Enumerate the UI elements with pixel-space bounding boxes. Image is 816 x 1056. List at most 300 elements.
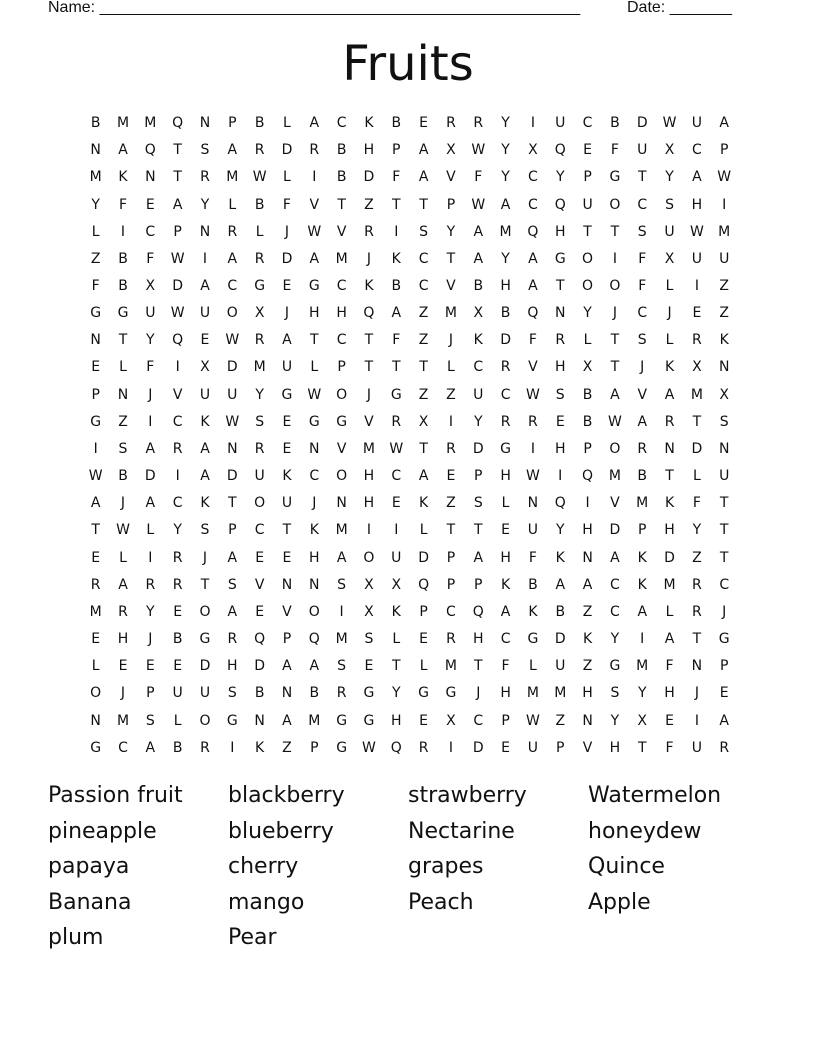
grid-letter: Z <box>692 549 702 566</box>
grid-letter: I <box>394 522 399 539</box>
grid-letter: A <box>90 495 101 512</box>
word-list-item: Apple <box>588 889 651 915</box>
grid-letter: B <box>582 386 593 403</box>
word-list-item: Passion fruit <box>48 783 183 808</box>
grid-letter: K <box>555 549 565 566</box>
grid-row <box>82 300 738 327</box>
grid-row <box>82 354 738 381</box>
word-list-item: papaya <box>48 854 130 880</box>
date-field-label: Date: _______ <box>627 0 732 16</box>
grid-letter: A <box>500 603 511 620</box>
grid-letter: K <box>391 250 401 267</box>
grid-letter: K <box>637 549 647 566</box>
grid-letter: P <box>583 440 592 457</box>
grid-letter: E <box>91 631 101 648</box>
grid-letter: H <box>500 468 511 485</box>
grid-letter: Y <box>555 169 565 186</box>
grid-letter: K <box>309 522 319 539</box>
grid-letter: D <box>636 115 648 132</box>
grid-letter: C <box>172 495 183 512</box>
word-list-item: Nectarine <box>408 818 515 844</box>
grid-letter: G <box>308 278 320 295</box>
grid-letter: M <box>335 631 348 648</box>
grid-letter: X <box>664 250 675 267</box>
grid-letter: J <box>366 250 372 267</box>
grid-letter: C <box>254 522 265 539</box>
grid-letter: T <box>173 142 182 159</box>
grid-letter: P <box>446 196 456 213</box>
grid-letter: O <box>226 305 238 322</box>
grid-letter: I <box>612 250 617 267</box>
grid-letter: T <box>310 332 319 349</box>
grid-letter: A <box>282 332 292 349</box>
grid-letter: R <box>719 739 730 756</box>
grid-letter: R <box>664 413 675 430</box>
grid-letter: U <box>582 196 593 213</box>
name-field-label: Name: ______________________________________________________ <box>48 0 581 16</box>
grid-letter: Q <box>554 495 566 512</box>
grid-letter: E <box>501 522 511 539</box>
grid-letter: Q <box>527 305 539 322</box>
grid-letter: F <box>91 278 100 295</box>
grid-letter: M <box>718 223 731 240</box>
grid-letter: Y <box>501 142 510 159</box>
word-list-item: Peach <box>408 889 474 915</box>
grid-letter: A <box>391 305 402 322</box>
grid-letter: U <box>254 468 265 485</box>
grid-letter: Z <box>719 278 729 295</box>
grid-letter: K <box>664 495 675 512</box>
grid-letter: A <box>664 386 675 403</box>
grid-letter: Y <box>501 115 510 132</box>
grid-letter: P <box>173 223 182 240</box>
grid-letter: S <box>364 631 374 648</box>
grid-row <box>82 545 738 572</box>
grid-letter: T <box>583 223 592 240</box>
grid-letter: U <box>199 685 211 702</box>
grid-letter: T <box>419 440 428 457</box>
grid-letter: E <box>145 658 155 675</box>
grid-letter: X <box>200 359 210 376</box>
grid-letter: A <box>336 549 347 566</box>
grid-letter: P <box>583 169 592 186</box>
grid-letter: R <box>254 440 265 457</box>
grid-letter: R <box>446 440 456 457</box>
grid-letter: W <box>717 169 732 186</box>
grid-letter: E <box>719 685 729 702</box>
grid-row <box>82 409 738 436</box>
grid-letter: Y <box>610 631 620 648</box>
grid-letter: J <box>312 495 317 512</box>
grid-letter: B <box>172 631 183 648</box>
grid-letter: H <box>554 440 566 457</box>
grid-letter: T <box>446 250 456 267</box>
grid-letter: G <box>390 386 402 403</box>
grid-letter: K <box>664 359 675 376</box>
grid-letter: N <box>336 495 347 512</box>
grid-letter: O <box>609 196 621 213</box>
grid-letter: Y <box>501 169 510 186</box>
grid-row <box>82 327 738 354</box>
grid-letter: G <box>527 631 539 648</box>
grid-letter: U <box>555 658 566 675</box>
grid-letter: W <box>471 142 486 159</box>
grid-letter: P <box>501 712 510 729</box>
grid-letter: E <box>665 712 674 729</box>
grid-letter: N <box>199 115 211 132</box>
grid-letter: P <box>419 603 428 620</box>
grid-letter: G <box>418 685 430 702</box>
grid-letter: O <box>609 278 621 295</box>
grid-letter: F <box>665 658 674 675</box>
grid-letter: P <box>446 576 456 593</box>
grid-letter: N <box>664 440 675 457</box>
grid-letter: R <box>391 413 402 430</box>
grid-letter: C <box>528 169 538 186</box>
grid-letter: R <box>336 685 347 702</box>
grid-letter: R <box>418 739 429 756</box>
grid-letter: O <box>199 603 211 620</box>
grid-letter: R <box>692 332 702 349</box>
grid-letter: S <box>255 413 265 430</box>
word-list-item: blackberry <box>228 783 345 808</box>
grid-letter: L <box>583 332 592 349</box>
grid-letter: T <box>391 658 401 675</box>
grid-letter: W <box>389 440 404 457</box>
grid-letter: F <box>474 169 483 186</box>
grid-letter: C <box>418 278 429 295</box>
grid-letter: U <box>691 250 702 267</box>
grid-row <box>82 572 738 599</box>
grid-letter: R <box>200 169 210 186</box>
grid-letter: E <box>91 549 101 566</box>
grid-letter: U <box>199 305 211 322</box>
grid-letter: N <box>555 305 566 322</box>
grid-row <box>82 626 738 653</box>
grid-row <box>82 599 738 626</box>
grid-letter: S <box>337 658 347 675</box>
grid-letter: R <box>446 631 456 648</box>
grid-letter: E <box>91 359 101 376</box>
grid-letter: O <box>582 278 594 295</box>
grid-letter: N <box>145 169 156 186</box>
grid-letter: N <box>691 658 703 675</box>
word-list-item: strawberry <box>408 783 527 808</box>
grid-letter: X <box>719 386 729 403</box>
grid-letter: H <box>472 631 484 648</box>
grid-letter: O <box>582 250 594 267</box>
grid-letter: R <box>528 413 538 430</box>
grid-letter: M <box>116 712 130 729</box>
grid-letter: W <box>662 115 677 132</box>
grid-letter: B <box>473 278 484 295</box>
grid-letter: E <box>173 658 183 675</box>
grid-letter: U <box>281 495 293 512</box>
grid-letter: G <box>254 278 266 295</box>
grid-letter: I <box>530 115 535 132</box>
grid-letter: C <box>446 603 456 620</box>
grid-letter: R <box>172 549 183 566</box>
grid-letter: R <box>172 576 183 593</box>
grid-letter: K <box>282 468 292 485</box>
grid-letter: K <box>719 332 729 349</box>
grid-letter: F <box>638 278 647 295</box>
grid-letter: N <box>227 440 238 457</box>
grid-letter: R <box>637 440 648 457</box>
grid-letter: G <box>609 658 621 675</box>
grid-letter: N <box>718 440 730 457</box>
grid-letter: C <box>719 576 730 593</box>
grid-letter: A <box>637 413 648 430</box>
grid-letter: R <box>500 359 511 376</box>
grid-letter: F <box>528 332 537 349</box>
grid-letter: A <box>418 142 429 159</box>
grid-letter: P <box>310 739 319 756</box>
grid-letter: E <box>282 413 292 430</box>
grid-letter: L <box>119 359 127 376</box>
grid-letter: B <box>555 603 566 620</box>
grid-letter: E <box>555 413 565 430</box>
grid-letter: Y <box>446 223 456 240</box>
grid-row <box>82 382 738 409</box>
grid-letter: E <box>255 603 265 620</box>
grid-letter: R <box>692 603 702 620</box>
grid-letter: X <box>473 305 484 322</box>
grid-letter: A <box>200 278 210 295</box>
grid-letter: L <box>173 712 182 729</box>
grid-letter: F <box>282 196 291 213</box>
grid-letter: Q <box>582 468 594 485</box>
grid-letter: F <box>392 332 401 349</box>
grid-letter: N <box>582 549 593 566</box>
grid-letter: E <box>118 658 128 675</box>
grid-letter: I <box>230 739 235 756</box>
grid-letter: H <box>363 495 375 512</box>
grid-letter: L <box>119 549 127 566</box>
grid-row <box>82 110 738 137</box>
grid-letter: T <box>337 196 346 213</box>
grid-letter: Y <box>665 169 674 186</box>
grid-letter: J <box>640 359 645 376</box>
grid-letter: Y <box>255 386 264 403</box>
grid-letter: P <box>556 739 565 756</box>
grid-letter: I <box>366 522 372 539</box>
grid-letter: C <box>610 603 620 620</box>
grid-letter: Z <box>555 712 566 729</box>
grid-letter: P <box>446 549 456 566</box>
grid-letter: Y <box>473 413 483 430</box>
grid-letter: A <box>172 196 183 213</box>
grid-row <box>82 707 738 734</box>
grid-letter: W <box>225 413 240 430</box>
grid-letter: D <box>500 332 511 349</box>
grid-letter: R <box>500 413 511 430</box>
grid-letter: M <box>444 658 457 675</box>
grid-letter: E <box>391 495 401 512</box>
grid-letter: A <box>528 278 538 295</box>
grid-letter: A <box>145 739 156 756</box>
grid-letter: J <box>120 495 126 512</box>
grid-letter: X <box>446 142 456 159</box>
grid-letter: H <box>336 305 347 322</box>
grid-letter: R <box>145 576 156 593</box>
grid-letter: M <box>499 223 512 240</box>
grid-letter: L <box>665 332 674 349</box>
grid-letter: D <box>199 658 211 675</box>
grid-letter: I <box>530 440 535 457</box>
grid-letter: S <box>665 196 674 213</box>
grid-letter: M <box>116 115 130 132</box>
grid-letter: B <box>254 685 265 702</box>
grid-letter: J <box>284 305 290 322</box>
grid-letter: C <box>528 196 538 213</box>
grid-letter: W <box>689 223 704 240</box>
grid-letter: B <box>391 278 402 295</box>
grid-letter: G <box>90 739 102 756</box>
grid-letter: B <box>254 115 265 132</box>
grid-letter: K <box>364 278 374 295</box>
grid-letter: X <box>582 359 593 376</box>
grid-letter: F <box>528 549 537 566</box>
grid-letter: E <box>282 440 292 457</box>
grid-letter: C <box>582 115 593 132</box>
grid-letter: T <box>419 359 428 376</box>
grid-letter: M <box>144 115 157 132</box>
grid-letter: D <box>691 440 703 457</box>
grid-letter: W <box>307 223 322 240</box>
grid-letter: R <box>254 142 265 159</box>
grid-letter: K <box>200 413 210 430</box>
grid-letter: H <box>582 522 593 539</box>
grid-letter: S <box>337 576 347 593</box>
grid-letter: A <box>664 631 675 648</box>
grid-letter: G <box>363 712 375 729</box>
grid-letter: E <box>419 115 429 132</box>
grid-letter: I <box>558 468 563 485</box>
grid-letter: D <box>281 142 293 159</box>
grid-letter: A <box>145 495 156 512</box>
grid-letter: X <box>528 142 538 159</box>
grid-letter: A <box>473 250 484 267</box>
grid-letter: G <box>554 250 566 267</box>
grid-letter: S <box>610 685 620 702</box>
grid-letter: C <box>500 386 511 403</box>
grid-letter: E <box>419 631 429 648</box>
grid-letter: T <box>692 631 702 648</box>
grid-letter: L <box>91 658 100 675</box>
grid-letter: W <box>170 250 185 267</box>
grid-letter: D <box>144 468 156 485</box>
grid-letter: M <box>444 305 457 322</box>
grid-letter: U <box>199 386 211 403</box>
grid-letter: M <box>226 169 239 186</box>
grid-letter: X <box>364 603 374 620</box>
grid-letter: R <box>473 115 484 132</box>
grid-letter: T <box>173 169 182 186</box>
grid-letter: A <box>473 549 484 566</box>
grid-letter: C <box>118 739 128 756</box>
grid-letter: I <box>694 278 699 295</box>
grid-letter: Z <box>364 196 374 213</box>
grid-letter: H <box>309 549 320 566</box>
grid-letter: J <box>366 386 372 403</box>
grid-letter: H <box>227 658 238 675</box>
grid-letter: J <box>202 549 208 566</box>
grid-letter: I <box>640 631 645 648</box>
grid-letter: D <box>664 549 675 566</box>
grid-letter: T <box>228 495 237 512</box>
grid-letter: U <box>664 223 675 240</box>
grid-letter: P <box>392 142 401 159</box>
grid-letter: P <box>337 359 346 376</box>
grid-letter: V <box>336 223 347 240</box>
grid-row <box>82 246 738 273</box>
grid-letter: X <box>254 305 265 322</box>
grid-letter: N <box>582 712 593 729</box>
grid-letter: V <box>582 739 593 756</box>
grid-letter: H <box>554 223 566 240</box>
grid-letter: A <box>309 115 320 132</box>
grid-letter: R <box>118 603 128 620</box>
grid-letter: R <box>254 250 265 267</box>
grid-letter: G <box>336 739 348 756</box>
grid-letter: P <box>719 142 729 159</box>
grid-letter: U <box>555 115 566 132</box>
grid-letter: S <box>555 386 565 403</box>
grid-letter: I <box>202 250 208 267</box>
grid-letter: H <box>309 305 320 322</box>
grid-letter: Q <box>418 576 430 593</box>
grid-letter: G <box>226 712 238 729</box>
grid-letter: G <box>117 305 129 322</box>
grid-letter: R <box>227 223 238 240</box>
grid-letter: G <box>363 685 375 702</box>
grid-letter: P <box>719 658 729 675</box>
grid-letter: Z <box>418 386 429 403</box>
grid-letter: M <box>690 386 703 403</box>
grid-letter: U <box>527 739 539 756</box>
grid-letter: D <box>472 440 484 457</box>
grid-letter: L <box>529 658 537 675</box>
grid-letter: C <box>391 468 402 485</box>
grid-letter: L <box>501 495 510 512</box>
grid-letter: A <box>309 658 320 675</box>
grid-letter: G <box>500 440 512 457</box>
grid-letter: B <box>118 468 128 485</box>
grid-letter: H <box>554 359 566 376</box>
grid-letter: G <box>336 712 348 729</box>
grid-row <box>82 164 738 191</box>
grid-letter: H <box>500 278 511 295</box>
grid-letter: C <box>227 278 238 295</box>
grid-letter: D <box>554 631 566 648</box>
grid-letter: F <box>118 196 128 213</box>
grid-letter: Y <box>637 685 647 702</box>
grid-letter: R <box>90 576 101 593</box>
grid-letter: U <box>691 115 702 132</box>
grid-letter: M <box>526 685 539 702</box>
grid-letter: R <box>692 576 702 593</box>
grid-letter: N <box>254 712 265 729</box>
grid-letter: P <box>228 115 237 132</box>
grid-letter: T <box>473 658 483 675</box>
grid-letter: E <box>282 278 292 295</box>
grid-letter: M <box>253 359 266 376</box>
grid-letter: T <box>364 359 374 376</box>
grid-letter: N <box>718 359 730 376</box>
grid-letter: D <box>172 278 184 295</box>
grid-letter: U <box>719 250 730 267</box>
